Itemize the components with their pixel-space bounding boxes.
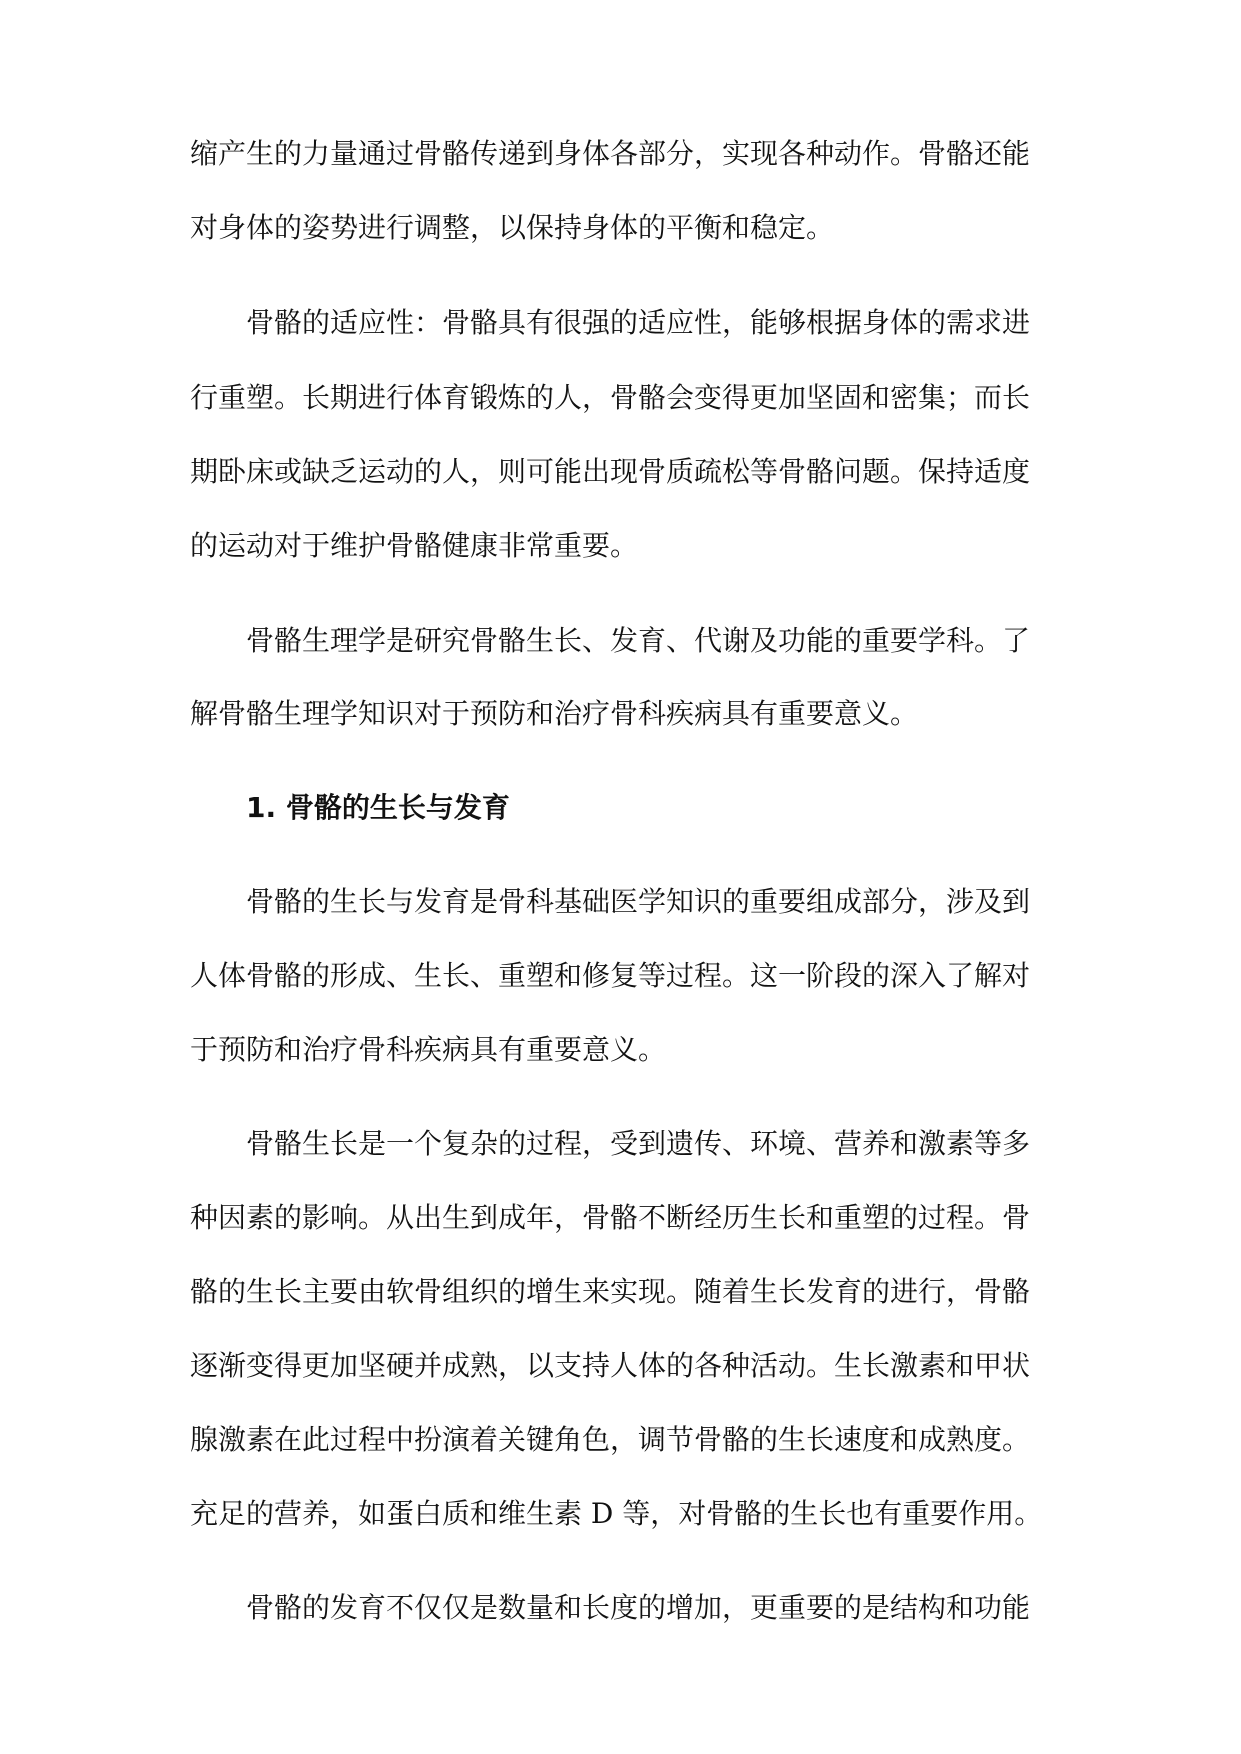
text-line: 行重塑。长期进行体育锻炼的人，骨骼会变得更加坚固和密集；而长 <box>190 381 1031 414</box>
text-line: 的运动对于维护骨骼健康非常重要。 <box>190 529 639 562</box>
text-line: 人体骨骼的形成、生长、重塑和修复等过程。这一阶段的深入了解对 <box>190 959 1031 992</box>
text-line: 于预防和治疗骨科疾病具有重要意义。 <box>190 1033 667 1066</box>
paragraph-start-line: 骨骼的发育不仅仅是数量和长度的增加，更重要的是结构和功能 <box>246 1591 1031 1624</box>
text-line: 对身体的姿势进行调整，以保持身体的平衡和稳定。 <box>190 211 835 244</box>
section-heading: 1. 骨骼的生长与发育 <box>246 791 510 824</box>
paragraph-start-line: 骨骼生长是一个复杂的过程，受到遗传、环境、营养和激素等多 <box>246 1127 1031 1160</box>
text-line: 缩产生的力量通过骨骼传递到身体各部分，实现各种动作。骨骼还能 <box>190 137 1031 170</box>
text-line: 腺激素在此过程中扮演着关键角色，调节骨骼的生长速度和成熟度。 <box>190 1423 1031 1456</box>
text-line: 逐渐变得更加坚硬并成熟，以支持人体的各种活动。生长激素和甲状 <box>190 1349 1031 1382</box>
text-line: 骼的生长主要由软骨组织的增生来实现。随着生长发育的进行，骨骼 <box>190 1275 1031 1308</box>
text-line: 种因素的影响。从出生到成年，骨骼不断经历生长和重塑的过程。骨 <box>190 1201 1031 1234</box>
paragraph-start-line: 骨骼的适应性：骨骼具有很强的适应性，能够根据身体的需求进 <box>246 306 1031 339</box>
paragraph-start-line: 骨骼生理学是研究骨骼生长、发育、代谢及功能的重要学科。了 <box>246 624 1031 657</box>
paragraph-start-line: 骨骼的生长与发育是骨科基础医学知识的重要组成部分，涉及到 <box>246 885 1031 918</box>
text-line: 期卧床或缺乏运动的人，则可能出现骨质疏松等骨骼问题。保持适度 <box>190 455 1031 488</box>
text-line: 解骨骼生理学知识对于预防和治疗骨科疾病具有重要意义。 <box>190 697 919 730</box>
text-line: 充足的营养，如蛋白质和维生素 D 等，对骨骼的生长也有重要作用。 <box>190 1497 1043 1530</box>
